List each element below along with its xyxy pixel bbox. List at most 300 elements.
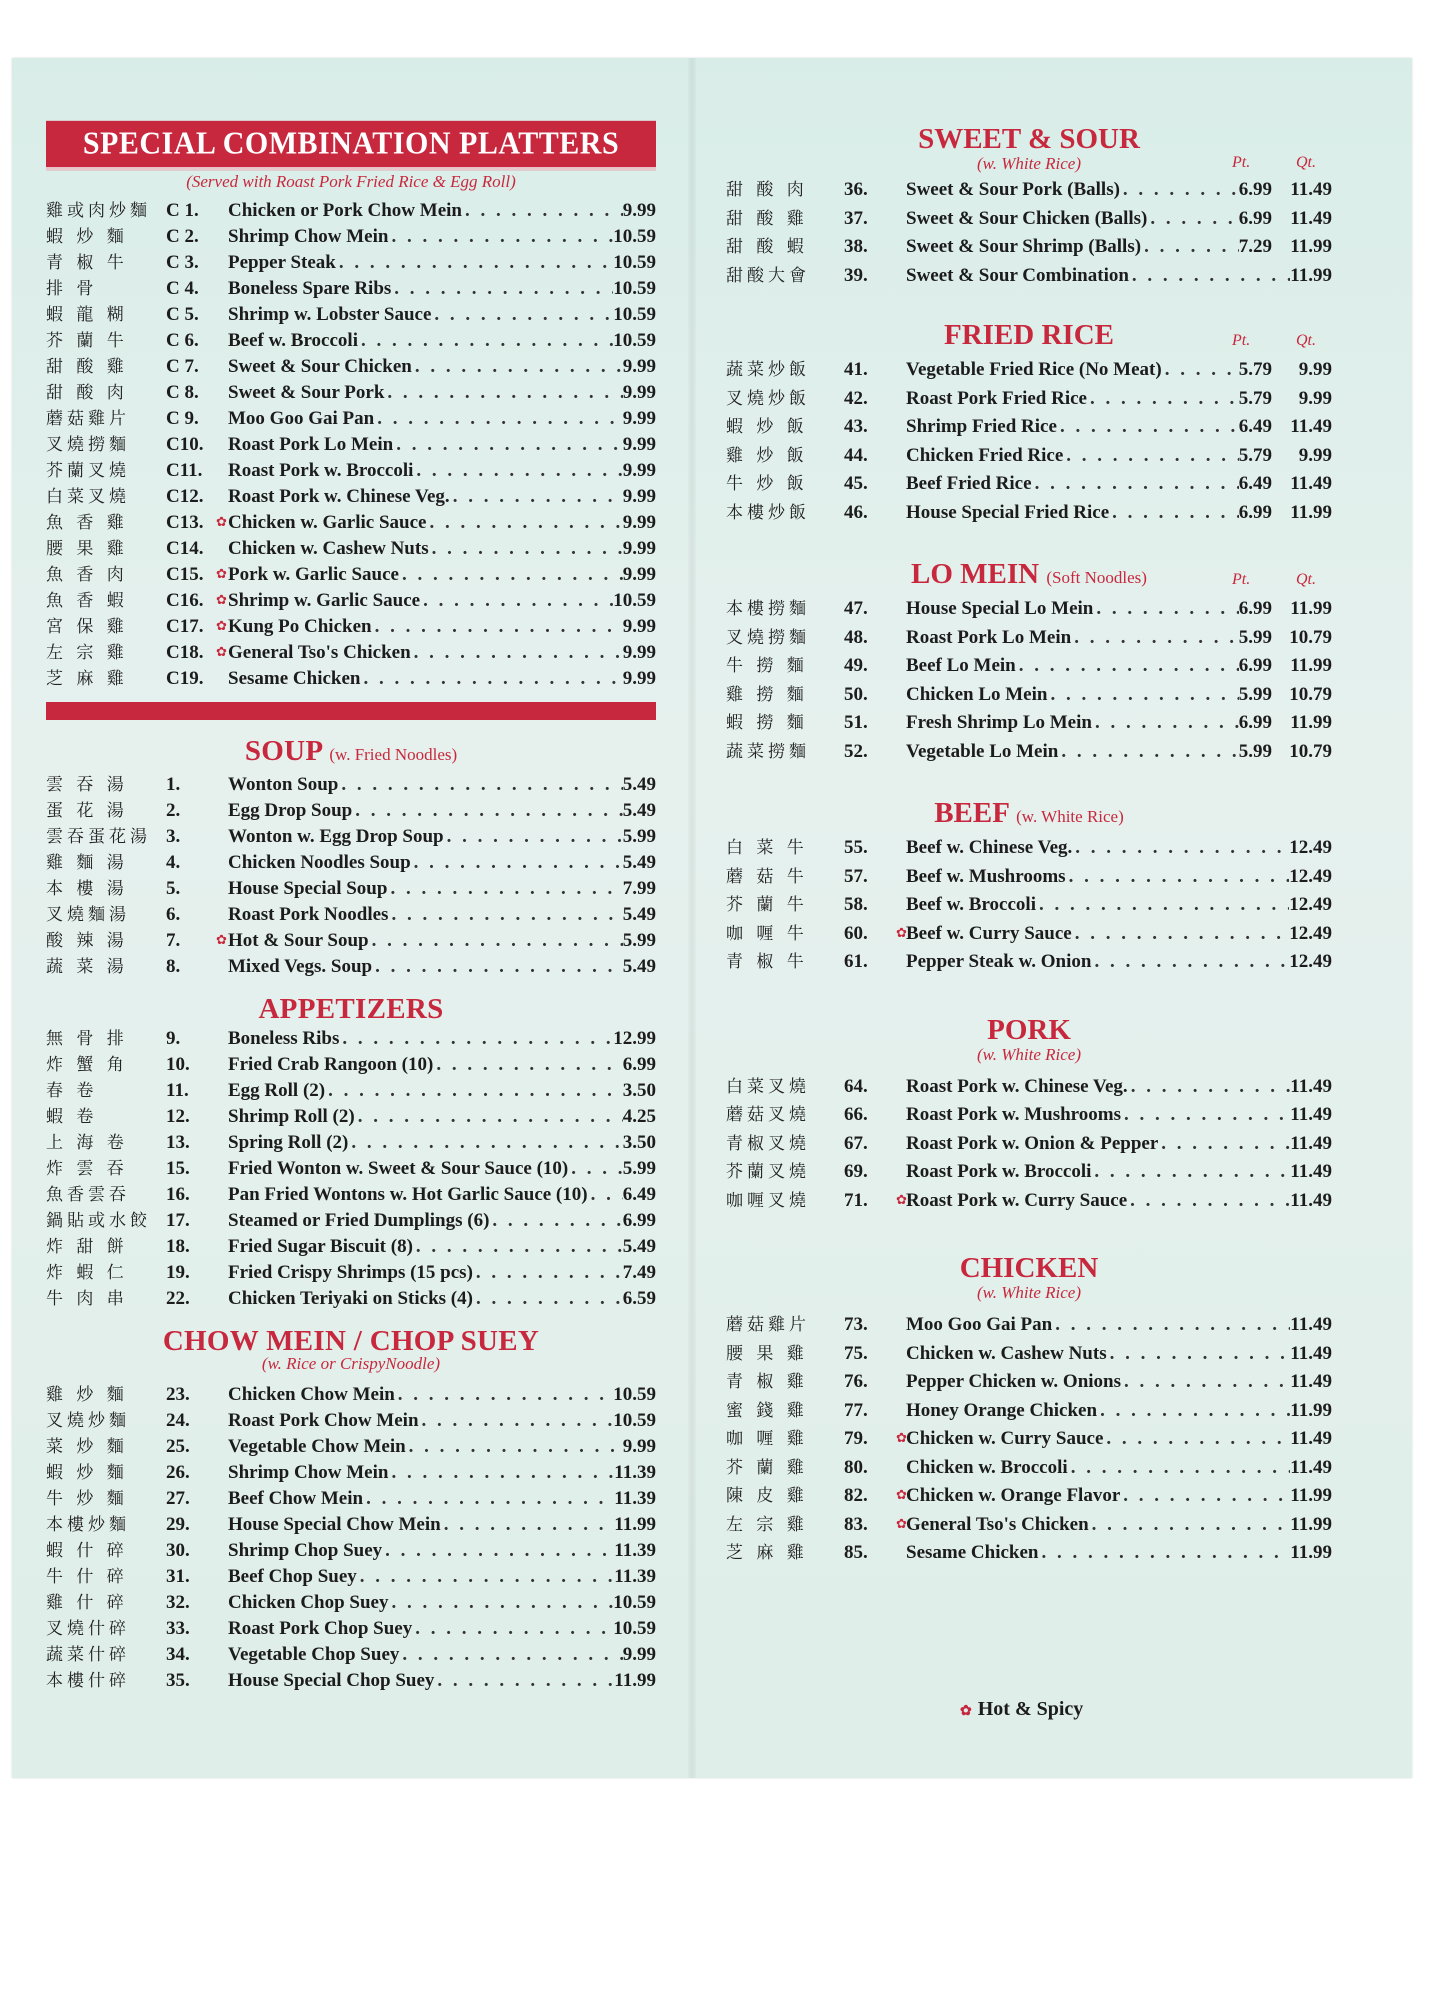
chinese-name: 雲吞蛋花湯 [46, 827, 151, 847]
dot-leader [388, 224, 613, 250]
chili-pepper-icon: ✿ [216, 514, 227, 529]
chinese-name: 甜 酸 蝦 [726, 237, 808, 257]
dot-leader [411, 640, 623, 666]
item-price-quart: 11.99 [1290, 236, 1332, 257]
chinese-name: 蝦 什 碎 [46, 1541, 128, 1561]
chinese-name: 白菜叉燒 [46, 487, 130, 507]
item-line [228, 1642, 656, 1668]
chinese-name: 芥蘭叉燒 [46, 461, 130, 481]
menu-item [46, 876, 656, 902]
dot-leader [384, 380, 622, 406]
item-line [228, 1208, 656, 1234]
menu-item [726, 262, 1332, 291]
item-price: 6.99 [622, 1054, 656, 1075]
item-name: Moo Goo Gai Pan [228, 408, 375, 429]
item-price: 9.99 [622, 616, 656, 637]
item-line [228, 614, 656, 640]
item-number: C10. [166, 434, 204, 455]
item-name: Chicken or Pork Chow Mein [228, 200, 462, 221]
item-name: Steamed or Fried Dumplings (6) [228, 1210, 490, 1231]
item-number: 15. [166, 1158, 190, 1179]
item-number: 64. [844, 1075, 868, 1097]
menu-item [726, 1158, 1332, 1187]
item-name: Beef w. Chinese Veg. [906, 837, 1073, 858]
item-price: 10.59 [613, 278, 656, 299]
item-price-quart: 11.99 [1290, 655, 1332, 676]
menu-item [726, 1311, 1332, 1340]
item-name: Chicken Noodles Soup [228, 852, 411, 873]
item-price-quart: 11.49 [1290, 416, 1332, 437]
beef-heading [726, 796, 1332, 834]
item-price: 6.99 [1238, 712, 1272, 733]
chili-pepper-icon: ✿ [960, 1704, 972, 1719]
item-price-quart: 9.99 [1298, 387, 1332, 409]
chinese-name: 芝 麻 雞 [46, 669, 128, 689]
dot-leader [1072, 920, 1290, 949]
dot-leader [1072, 834, 1289, 863]
item-price-quart: 9.99 [1298, 444, 1332, 466]
chowmein-list [46, 1382, 656, 1694]
menu-item [726, 834, 1332, 863]
item-number: 13. [166, 1132, 190, 1153]
chinese-name: 陳 皮 雞 [726, 1486, 808, 1506]
item-line [906, 1130, 1332, 1159]
item-price: 10.59 [613, 226, 656, 247]
chinese-name: 蘑 菇 牛 [726, 866, 808, 887]
item-line [228, 954, 656, 980]
item-line [228, 250, 656, 276]
item-number: 60. [844, 922, 868, 944]
menu-item [46, 1260, 656, 1286]
menu-item [46, 276, 656, 302]
item-line [228, 1286, 656, 1312]
menu-item [46, 1538, 656, 1564]
chili-pepper-icon: ✿ [216, 592, 227, 607]
item-line [228, 824, 656, 850]
item-price: 11.99 [1290, 1485, 1332, 1506]
item-line [228, 380, 656, 406]
chili-pepper-icon: ✿ [896, 1191, 907, 1207]
menu-item [46, 1616, 656, 1642]
chinese-name: 芥 蘭 牛 [46, 331, 128, 351]
item-name: Sesame Chicken [228, 668, 361, 689]
dot-leader [389, 1590, 614, 1616]
dot-leader [473, 1286, 623, 1312]
menu-item [726, 1368, 1332, 1397]
chinese-name: 甜 酸 肉 [46, 383, 128, 403]
item-line [228, 432, 656, 458]
item-line [228, 1590, 656, 1616]
menu-item [726, 442, 1332, 471]
chinese-name: 蝦 撈 麵 [726, 713, 808, 733]
item-name: Roast Pork w. Curry Sauce [906, 1189, 1128, 1211]
chinese-name: 芝 麻 雞 [726, 1543, 808, 1563]
item-number: C14. [166, 538, 204, 559]
item-price: 6.99 [1238, 501, 1272, 523]
item-price: 4.25 [622, 1106, 656, 1127]
item-number: 27. [166, 1488, 190, 1509]
menu-item [46, 1382, 656, 1408]
item-number: 12. [166, 1106, 190, 1127]
menu-item [46, 1130, 656, 1156]
menu-item [726, 1397, 1332, 1426]
dot-leader [444, 824, 623, 850]
menu-item [46, 1512, 656, 1538]
item-number: 36. [844, 179, 868, 200]
chinese-name: 芥 蘭 牛 [726, 895, 808, 915]
dot-leader [363, 1486, 614, 1512]
pt-label: Pt. [1232, 571, 1251, 588]
item-price: 10.59 [613, 1384, 656, 1405]
item-price: 9.99 [622, 200, 656, 221]
item-line [228, 1382, 656, 1408]
item-line [906, 738, 1332, 767]
item-line [228, 354, 656, 380]
item-number: 39. [844, 264, 868, 286]
chinese-name: 青 椒 雞 [726, 1372, 808, 1392]
dot-leader [325, 1078, 623, 1104]
dot-leader [1141, 233, 1239, 262]
item-price: 6.59 [622, 1288, 656, 1309]
item-name: Sweet & Sour Combination [906, 264, 1129, 286]
chowmein-note: (w. Rice or CrispyNoodle) [261, 1354, 441, 1373]
menu-item [46, 850, 656, 876]
item-name: Hot & Sour Soup [228, 930, 369, 951]
item-line [228, 1234, 656, 1260]
item-name: House Special Chow Mein [228, 1514, 441, 1535]
menu-item [46, 1668, 656, 1694]
item-name: Wonton w. Egg Drop Soup [228, 826, 444, 847]
item-name: Pepper Steak w. Onion [906, 951, 1092, 972]
item-price: 6.49 [1238, 473, 1272, 494]
dot-leader [382, 1538, 614, 1564]
item-name: Fried Wonton w. Sweet & Sour Sauce (10) [228, 1158, 569, 1179]
chinese-name: 叉燒炒麵 [46, 1411, 130, 1431]
item-price: 11.99 [614, 1670, 656, 1691]
item-name: Vegetable Fried Rice (No Meat) [906, 359, 1162, 380]
item-line [228, 510, 656, 536]
item-price: 5.79 [1238, 387, 1272, 409]
dot-leader [369, 928, 623, 954]
menu-item [46, 1078, 656, 1104]
chowmein-heading [46, 1324, 656, 1358]
chinese-name: 牛 撈 麵 [726, 656, 808, 676]
item-number: 44. [844, 444, 868, 466]
item-price: 11.49 [1290, 1189, 1332, 1211]
chinese-name: 牛 炒 飯 [726, 474, 808, 494]
chinese-name: 白 菜 牛 [726, 838, 808, 858]
dot-leader [339, 1026, 613, 1052]
item-number: C12. [166, 486, 204, 507]
chinese-name: 本 樓 湯 [46, 879, 128, 899]
item-price: 11.39 [614, 1566, 656, 1587]
item-name: Roast Pork w. Chinese Veg. [906, 1075, 1128, 1097]
chinese-name: 炸 蟹 角 [46, 1055, 128, 1075]
item-name: Chicken Lo Mein [906, 683, 1048, 705]
item-line [906, 1187, 1332, 1216]
beef-title: BEEF [934, 797, 1009, 829]
chinese-name: 蝦 炒 麵 [46, 1463, 128, 1483]
item-line [906, 1101, 1332, 1130]
dot-leader [1128, 1073, 1291, 1102]
chicken-list [726, 1311, 1332, 1568]
item-line [228, 588, 656, 614]
chinese-name: 魚 香 肉 [46, 565, 128, 585]
item-price: 9.99 [622, 1644, 656, 1665]
chinese-name: 蛋 花 湯 [46, 801, 128, 821]
item-number: C11. [166, 460, 203, 481]
chinese-name: 春 卷 [46, 1081, 98, 1101]
item-price-quart: 11.49 [1290, 179, 1332, 200]
item-price: 5.99 [1238, 740, 1272, 762]
dot-leader [413, 458, 622, 484]
item-name: Chicken w. Garlic Sauce [228, 512, 427, 533]
menu-item [46, 484, 656, 510]
menu-item [46, 380, 656, 406]
item-price: 11.99 [1290, 1542, 1332, 1563]
dot-leader [1103, 1425, 1290, 1454]
item-number: 41. [844, 359, 868, 380]
item-number: 49. [844, 655, 868, 676]
item-number: C 4. [166, 278, 199, 299]
item-number: 3. [166, 826, 181, 847]
item-price: 12.99 [613, 1028, 656, 1049]
item-number: 25. [166, 1436, 190, 1457]
item-number: 24. [166, 1410, 190, 1431]
chinese-name: 左 宗 雞 [726, 1514, 808, 1535]
item-line [906, 1539, 1332, 1568]
chinese-name: 本樓撈麵 [726, 599, 810, 619]
pork-title: PORK [987, 1013, 1071, 1046]
menu-item [726, 1454, 1332, 1483]
menu-item [46, 1642, 656, 1668]
item-price: 11.39 [614, 1540, 656, 1561]
dot-leader [1109, 499, 1239, 528]
item-line [906, 709, 1332, 738]
pork-list [726, 1073, 1332, 1216]
soup-note: (w. Fried Noodles) [329, 745, 458, 764]
dot-leader [1071, 624, 1239, 653]
chili-pepper-icon: ✿ [896, 1515, 907, 1531]
menu-item [46, 902, 656, 928]
item-price: 6.99 [1238, 207, 1272, 229]
chinese-name: 甜 酸 雞 [726, 208, 808, 229]
item-line [228, 1564, 656, 1590]
chinese-name: 魚 香 雞 [46, 513, 128, 533]
item-name: Roast Pork Lo Mein [906, 626, 1072, 648]
item-line [906, 385, 1332, 414]
menu-item [726, 470, 1332, 499]
chili-pepper-icon: ✿ [896, 1487, 907, 1502]
item-number: C19. [166, 668, 204, 689]
item-name: Fresh Shrimp Lo Mein [906, 712, 1092, 733]
chinese-name: 雞 炒 飯 [726, 445, 808, 466]
dot-leader [1107, 1340, 1291, 1369]
item-line [228, 276, 656, 302]
dot-leader [1057, 413, 1239, 442]
chinese-name: 蘑菇雞片 [46, 409, 130, 429]
item-name: Beef Chop Suey [228, 1566, 357, 1587]
dot-leader [1068, 1454, 1291, 1483]
item-name: Beef Lo Mein [906, 655, 1016, 676]
item-line [228, 772, 656, 798]
item-line [906, 413, 1332, 442]
dot-leader [1121, 1101, 1290, 1130]
item-price: 11.49 [1290, 1456, 1332, 1478]
dot-leader [360, 666, 622, 692]
dot-leader [411, 850, 623, 876]
item-price: 9.99 [622, 356, 656, 377]
item-number: 51. [844, 712, 868, 733]
item-price: 9.99 [622, 564, 656, 585]
chinese-name: 蔬 菜 湯 [46, 957, 128, 977]
item-number: C16. [166, 590, 204, 611]
item-price: 7.29 [1238, 236, 1272, 257]
chinese-name: 魚香雲吞 [46, 1185, 130, 1205]
chinese-name: 無 骨 排 [46, 1029, 128, 1049]
item-price: 9.99 [622, 408, 656, 429]
dot-leader [399, 1642, 622, 1668]
item-name: Shrimp Fried Rice [906, 416, 1057, 437]
dot-leader [348, 1130, 622, 1156]
item-price: 5.99 [622, 826, 656, 847]
chinese-name: 叉燒撈麵 [46, 435, 130, 455]
item-name: Sweet & Sour Chicken [228, 356, 412, 377]
item-price: 11.49 [1290, 1371, 1332, 1392]
chinese-name: 叉燒炒飯 [726, 388, 810, 409]
item-number: 34. [166, 1644, 190, 1665]
friedrice-heading [726, 318, 1332, 356]
menu-item [726, 205, 1332, 234]
item-number: C 9. [166, 408, 199, 429]
item-number: C 1. [166, 200, 199, 221]
chinese-name: 白菜叉燒 [726, 1076, 810, 1097]
item-line [906, 1511, 1332, 1540]
item-number: 55. [844, 837, 868, 858]
item-number: 22. [166, 1288, 190, 1309]
chinese-name: 蝦 炒 飯 [726, 417, 808, 437]
item-line [228, 1538, 656, 1564]
item-name: General Tso's Chicken [906, 1513, 1089, 1535]
item-name: Chicken Fried Rice [906, 444, 1064, 466]
dot-leader [1038, 1539, 1290, 1568]
menu-item [46, 432, 656, 458]
soup-title: SOUP [244, 735, 322, 767]
menu-item [46, 406, 656, 432]
item-name: House Special Lo Mein [906, 598, 1094, 619]
item-name: House Special Fried Rice [906, 501, 1110, 523]
menu-item [46, 1104, 656, 1130]
item-line [906, 262, 1332, 291]
menu-item [46, 1208, 656, 1234]
menu-item [726, 1187, 1332, 1216]
item-name: Shrimp Roll (2) [228, 1106, 355, 1127]
dot-leader [358, 328, 613, 354]
item-line [228, 876, 656, 902]
menu-item [46, 928, 656, 954]
item-price: 12.49 [1289, 922, 1332, 944]
dot-leader [429, 536, 623, 562]
dot-leader [473, 1260, 623, 1286]
item-price: 10.59 [613, 590, 656, 611]
item-name: General Tso's Chicken [228, 642, 411, 663]
item-price-quart: 10.79 [1289, 626, 1332, 648]
pt-label: Pt. [1232, 332, 1251, 349]
item-number: C 8. [166, 382, 199, 403]
item-name: Chicken w. Cashew Nuts [906, 1342, 1107, 1364]
menu-item [726, 233, 1332, 262]
item-name: Wonton Soup [228, 774, 339, 795]
item-price: 5.49 [622, 774, 656, 795]
item-line [906, 356, 1332, 385]
dot-leader [1016, 652, 1239, 681]
item-line [228, 1512, 656, 1538]
item-price: 9.99 [622, 512, 656, 533]
item-line [228, 640, 656, 666]
item-name: Vegetable Lo Mein [906, 740, 1059, 762]
dot-leader [489, 1208, 622, 1234]
item-line [228, 798, 656, 824]
chinese-name: 蜜 錢 雞 [726, 1400, 808, 1421]
item-name: Chicken Chow Mein [228, 1384, 395, 1405]
item-line [906, 595, 1332, 624]
item-name: Chicken w. Curry Sauce [906, 1428, 1104, 1449]
item-price: 10.59 [613, 1618, 656, 1639]
item-line [228, 1156, 656, 1182]
item-name: Beef w. Broccoli [906, 894, 1036, 915]
chinese-name: 腰 果 雞 [46, 539, 128, 559]
chinese-name: 咖 喱 雞 [726, 1429, 808, 1449]
dot-leader [1058, 738, 1238, 767]
lomein-note: (Soft Noodles) [1046, 568, 1147, 587]
chicken-heading [726, 1251, 1332, 1289]
chinese-name: 蘑菇雞片 [726, 1315, 810, 1335]
chinese-name: 宮 保 雞 [46, 617, 128, 637]
dot-leader [387, 876, 622, 902]
chinese-name: 牛 炒 麵 [46, 1489, 128, 1509]
dot-leader [462, 198, 623, 224]
chinese-name: 酸 辣 湯 [46, 931, 128, 951]
item-name: House Special Chop Suey [228, 1670, 435, 1691]
item-price-quart: 11.99 [1290, 501, 1332, 523]
item-number: C15. [166, 564, 204, 585]
item-price: 11.39 [614, 1462, 656, 1483]
item-number: 2. [166, 800, 181, 821]
chinese-name: 本樓炒飯 [726, 502, 810, 523]
chinese-name: 鍋貼或水餃 [46, 1211, 151, 1231]
item-price: 5.49 [622, 852, 656, 873]
menu-item [46, 1460, 656, 1486]
qt-label: Qt. [1296, 332, 1316, 349]
dot-leader [433, 1052, 622, 1078]
item-number: C 3. [166, 252, 199, 273]
item-name: Beef w. Mushrooms [906, 865, 1066, 887]
item-name: Chicken w. Broccoli [906, 1456, 1068, 1478]
item-line [228, 902, 656, 928]
item-line [906, 1340, 1332, 1369]
item-number: 52. [844, 740, 868, 762]
item-line [906, 499, 1332, 528]
item-name: Sweet & Sour Chicken (Balls) [906, 207, 1148, 229]
menu-item [46, 772, 656, 798]
item-line [906, 652, 1332, 681]
chinese-name: 蔬菜撈麵 [726, 741, 810, 762]
appetizers-list [46, 1026, 656, 1312]
item-line [906, 920, 1332, 949]
menu-item [726, 1511, 1332, 1540]
item-price: 11.99 [614, 1514, 656, 1535]
chinese-name: 蔬菜什碎 [46, 1645, 130, 1665]
